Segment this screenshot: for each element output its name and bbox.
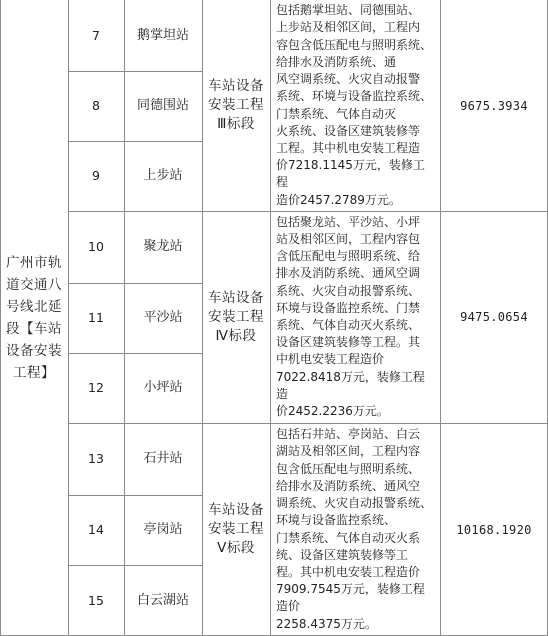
grid-line bbox=[68, 71, 202, 72]
lot-name: 车站设备安装工程Ⅴ标段 bbox=[208, 502, 264, 556]
station-cell bbox=[124, 495, 202, 565]
station-name: 平沙站 bbox=[143, 310, 183, 325]
seq-cell bbox=[68, 423, 124, 495]
station-name: 上步站 bbox=[143, 168, 183, 183]
lot-amount: 9675.3934 bbox=[460, 98, 528, 113]
station-name: 小坪站 bbox=[143, 380, 183, 395]
station-name: 石井站 bbox=[143, 451, 183, 466]
station-cell bbox=[124, 353, 202, 423]
lot-amount-cell bbox=[440, 423, 548, 636]
grid-line bbox=[124, 0, 125, 636]
seq-cell bbox=[68, 71, 124, 141]
seq-number: 7 bbox=[92, 27, 100, 43]
project-name: 广州市轨道交通八号线北延段【车站设备安装工程】 bbox=[6, 255, 62, 381]
grid-line bbox=[270, 0, 271, 636]
seq-cell bbox=[68, 565, 124, 636]
lot-description-cell bbox=[270, 211, 440, 423]
seq-number: 12 bbox=[88, 380, 104, 395]
station-cell bbox=[124, 423, 202, 495]
seq-number: 15 bbox=[88, 592, 104, 608]
lot-description: 包括聚龙站、平沙站、小坪 站及相邻区间，工程内容包 含低压配电与照明系统、给 排水及消防系统、通风空调 系统、火灾自动报警系统、 环境与设备监控系统、门禁 系统、气体自动灭火系统、 设备区建筑装修等工程。其 中机电安装工程造价 7022.8418万元，装修工程造 价2452.2236万元。 bbox=[276, 214, 425, 419]
grid-line bbox=[68, 283, 202, 284]
seq-number: 11 bbox=[88, 310, 104, 325]
station-cell bbox=[124, 141, 202, 211]
grid-line bbox=[68, 353, 202, 354]
lot-name-cell bbox=[202, 0, 270, 211]
seq-cell bbox=[68, 141, 124, 211]
grid-line bbox=[440, 0, 441, 636]
lot-name: 车站设备安装工程Ⅳ标段 bbox=[208, 289, 264, 344]
lot-name-cell bbox=[202, 423, 270, 636]
grid-line bbox=[68, 565, 202, 566]
lot-amount: 10168.1920 bbox=[456, 522, 532, 537]
seq-cell bbox=[68, 283, 124, 353]
seq-cell bbox=[68, 495, 124, 565]
grid-line bbox=[202, 0, 203, 636]
lot-description-cell bbox=[270, 423, 440, 636]
station-name: 同德围站 bbox=[136, 98, 189, 113]
grid-line bbox=[68, 495, 202, 496]
station-cell bbox=[124, 71, 202, 141]
station-name: 白云湖站 bbox=[136, 592, 189, 608]
seq-cell bbox=[68, 353, 124, 423]
grid-line bbox=[68, 211, 548, 212]
seq-cell bbox=[68, 0, 124, 71]
seq-number: 8 bbox=[92, 98, 100, 113]
grid-line bbox=[68, 0, 69, 636]
grid-line bbox=[0, 0, 1, 636]
seq-cell bbox=[68, 211, 124, 283]
lot-amount: 9475.0654 bbox=[460, 310, 528, 324]
lot-name: 车站设备安装工程Ⅲ标段 bbox=[208, 78, 264, 132]
seq-number: 9 bbox=[92, 168, 100, 183]
station-cell bbox=[124, 565, 202, 636]
lot-description: 包括石井站、亭岗站、白云 湖站及相邻区间，工程内容 包含低压配电与照明系统、 给排水及消防系统、通风空 调系统、火灾自动报警系统、 环境与设备监控系统、 门禁系统、气体自动灭火系 统、设备区建筑装修等工 程。其中机电安装工程造价 7909.7545万元，装修工程造价 2258.4375万元。 bbox=[276, 427, 433, 631]
station-name: 亭岗站 bbox=[143, 522, 183, 537]
station-name: 聚龙站 bbox=[143, 239, 183, 254]
station-name: 鹅掌坦站 bbox=[136, 27, 189, 43]
lot-amount-cell bbox=[440, 211, 548, 423]
seq-number: 14 bbox=[88, 522, 104, 537]
seq-number: 13 bbox=[88, 451, 104, 466]
lot-amount-cell bbox=[440, 0, 548, 211]
lot-description: 包括鹅掌坦站、同德围站、 上步站及相邻区间，工程内 容包含低压配电与照明系统、 给排水及消防系统、通 风空调系统、火灾自动报警 系统、环境与设备监控系统、 门禁系统、气体自动灭 火系统、设备区建筑装修等 工程。其中机电安装工程造 价7218.1145万元，装修工程 造价2457.2789万元。 bbox=[276, 3, 433, 207]
grid-line bbox=[68, 141, 202, 142]
lot-description-cell bbox=[270, 0, 440, 211]
station-cell bbox=[124, 211, 202, 283]
station-cell bbox=[124, 0, 202, 71]
seq-number: 10 bbox=[88, 239, 104, 254]
project-name-cell bbox=[0, 0, 68, 636]
lot-name-cell bbox=[202, 211, 270, 423]
station-cell bbox=[124, 283, 202, 353]
grid-line bbox=[68, 423, 548, 424]
